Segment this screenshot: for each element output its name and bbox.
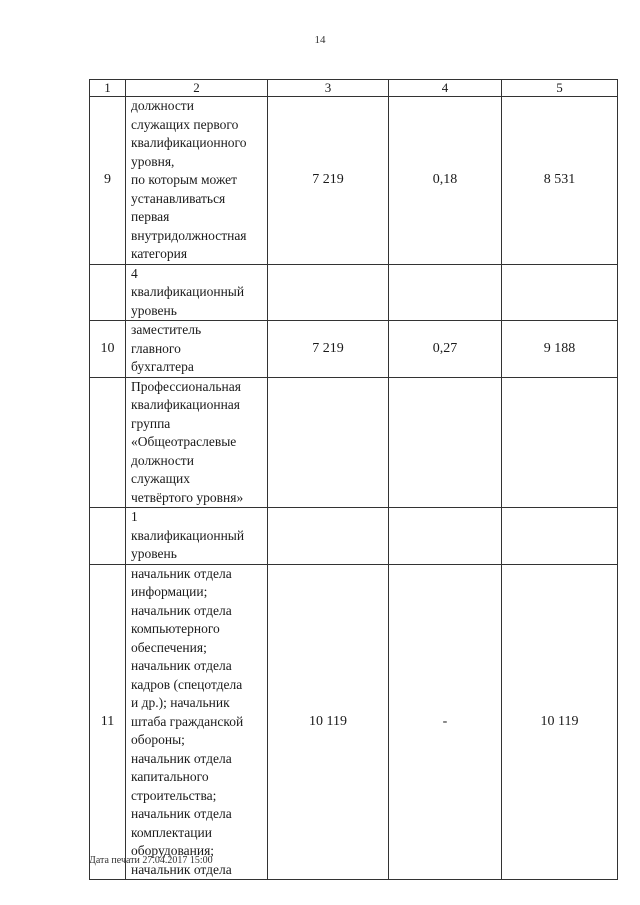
salary-cell (268, 264, 389, 321)
total-cell (502, 508, 618, 565)
position-name-line: категория (131, 246, 188, 261)
header-cell-3: 3 (268, 80, 389, 97)
position-name-line: 1 (131, 509, 138, 524)
salary-cell (268, 508, 389, 565)
header-cell-2: 2 (126, 80, 268, 97)
position-name-line: Профессиональная (131, 378, 241, 394)
row-number-cell: 9 (90, 97, 126, 265)
table-row (90, 321, 618, 378)
position-name-line: четвёртого уровня» (131, 489, 244, 505)
print-date: Дата печати 27.04.2017 15:00 (89, 855, 213, 866)
row-number-cell (90, 508, 126, 565)
row-number-cell (90, 264, 126, 321)
position-name-line: обороны; (131, 732, 185, 747)
position-name-cell (126, 564, 268, 880)
position-name-line: 4 (131, 265, 138, 281)
position-name-line: комплектации (131, 824, 212, 840)
position-name-line: начальник отдела (131, 861, 232, 877)
salary-cell: 10 119 (268, 564, 389, 880)
coefficient-cell (389, 377, 502, 508)
position-name-line: уровня, (131, 153, 175, 169)
position-name-line: квалификационная (131, 397, 240, 412)
position-name-line: начальник отдела (131, 565, 232, 581)
position-name-line: начальник отдела (131, 750, 232, 766)
position-name-line: группа (131, 415, 171, 431)
position-name-cell (126, 377, 268, 508)
position-name-line: начальник отдела (131, 602, 232, 618)
position-name-line: штаба гражданской (131, 713, 244, 729)
position-name-line: по которым может (131, 172, 238, 187)
row-number-cell: 11 (90, 564, 126, 880)
total-cell: 10 119 (502, 564, 618, 880)
position-name-line: уровень (131, 302, 177, 318)
salary-cell (268, 377, 389, 508)
position-name-line: капитального (131, 769, 209, 784)
total-cell: 8 531 (502, 97, 618, 265)
header-cell-5: 5 (502, 80, 618, 97)
position-name-line: квалификационный (131, 527, 245, 543)
row-number-cell: 10 (90, 321, 126, 378)
position-name-line: квалификационного (131, 135, 247, 150)
position-name-line: должности (131, 98, 194, 113)
position-name-line: заместитель (131, 322, 202, 337)
table-row (90, 97, 618, 265)
coefficient-cell (389, 264, 502, 321)
position-name-line: строительства; (131, 787, 217, 803)
coefficient-cell: 0,27 (389, 321, 502, 378)
position-name-line: главного (131, 340, 181, 356)
total-cell (502, 264, 618, 321)
position-name-cell (126, 97, 268, 265)
header-cell-4: 4 (389, 80, 502, 97)
position-name-line: служащих первого (131, 116, 239, 132)
position-name-line: обеспечения; (131, 639, 207, 655)
table-row (90, 508, 618, 565)
coefficient-cell (389, 508, 502, 565)
salary-cell: 7 219 (268, 97, 389, 265)
position-name-cell (126, 321, 268, 378)
salary-table (89, 79, 618, 880)
position-name-line: оборудования; (131, 843, 215, 858)
table-row (90, 564, 618, 880)
table-header-row (90, 80, 618, 97)
total-cell: 9 188 (502, 321, 618, 378)
table-row (90, 377, 618, 508)
position-name-line: начальник отдела (131, 806, 232, 821)
position-name-line: внутридолжностная (131, 227, 247, 243)
page-number: 14 (314, 34, 326, 46)
position-name-cell (126, 264, 268, 321)
total-cell (502, 377, 618, 508)
position-name-line: информации; (131, 584, 208, 599)
position-name-line: уровень (131, 546, 177, 561)
coefficient-cell: 0,18 (389, 97, 502, 265)
position-name-line: и др.); начальник (131, 695, 230, 710)
row-number-cell (90, 377, 126, 508)
position-name-line: первая (131, 209, 170, 224)
position-name-line: кадров (спецотдела (131, 676, 243, 692)
position-name-line: компьютерного (131, 621, 220, 636)
position-name-line: начальник отдела (131, 658, 232, 673)
position-name-line: «Общеотраслевые (131, 434, 237, 449)
position-name-line: должности (131, 452, 194, 468)
position-name-line: бухгалтера (131, 359, 194, 374)
coefficient-cell: - (389, 564, 502, 880)
position-name-line: служащих (131, 471, 190, 486)
position-name-line: устанавливаться (131, 190, 226, 206)
salary-cell: 7 219 (268, 321, 389, 378)
position-name-line: квалификационный (131, 284, 245, 299)
table-row (90, 264, 618, 321)
position-name-cell (126, 508, 268, 565)
header-cell-1: 1 (90, 80, 126, 97)
